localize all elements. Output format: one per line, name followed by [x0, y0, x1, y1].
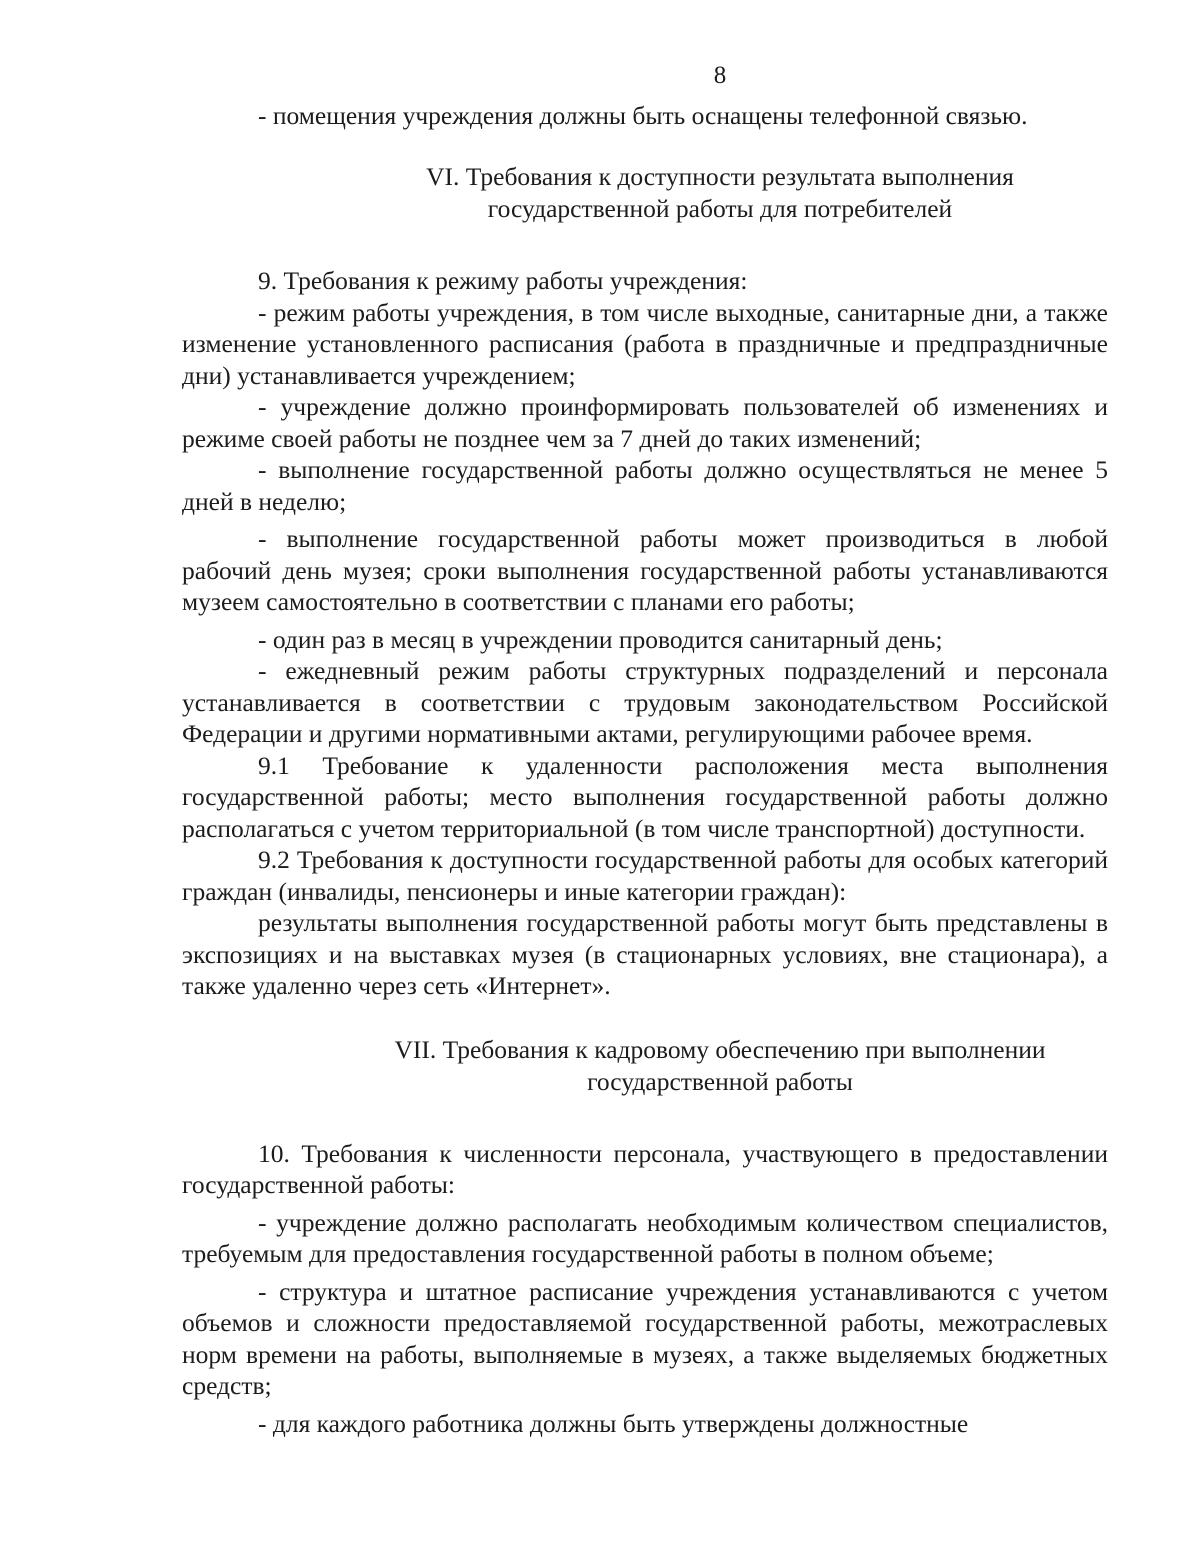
- paragraph: - выполнение государственной работы может производиться в любой рабочий день музея; сроки выполнения государственной работы устанавливаются музеем самостоятельно в соответствии с планами его работы;: [182, 524, 1108, 616]
- paragraph: 10. Требования к численности персонала, участвующего в предоставлении государственной работы:: [182, 1138, 1108, 1199]
- paragraph: - для каждого работника должны быть утверждены должностные: [258, 1408, 969, 1438]
- section-7-title-line2: государственной работы: [587, 1066, 853, 1096]
- paragraph: 9.2 Требования к доступности государственной работы для особых категорий граждан (инвалиды, пенсионеры и иные категории граждан):: [182, 845, 1108, 906]
- section-6-body: [182, 265, 1108, 1002]
- paragraph: - учреждение должно проинформировать пользователей об изменениях и режиме своей работы не позднее чем за 7 дней до таких изменений;: [182, 392, 1108, 453]
- paragraph: результаты выполнения государственной работы могут быть представлены в экспозициях и на выставках музея (в стационарных условиях, вне стационара), а также удаленно через сеть «Интернет».: [182, 908, 1108, 1000]
- paragraph: - учреждение должно располагать необходимым количеством специалистов, требуемым для предоставления государственной работы в полном объеме;: [182, 1207, 1108, 1268]
- page-number: 8: [713, 62, 727, 89]
- paragraph: - ежедневный режим работы структурных подразделений и персонала устанавливается в соответствии с трудовым законодательством Российской Федерации и другими нормативными актами, регулирующими рабочее время.: [182, 656, 1108, 748]
- paragraph: 9.1 Требование к удаленности расположения места выполнения государственной работы; место выполнения государственной работы должно располагаться с учетом территориальной (в том числе транспортной) доступности.: [182, 750, 1108, 843]
- section-6-heading: [182, 161, 1108, 225]
- section-6-title-line1: VI. Требования к доступности результата выполнения: [426, 162, 1014, 191]
- top-line: - помещения учреждения должны быть оснащены телефонной связью.: [258, 100, 1028, 130]
- paragraph: - один раз в месяц в учреждении проводится санитарный день;: [258, 624, 943, 654]
- section-7-title-line1: VII. Требования к кадровому обеспечению при выполнении: [394, 1034, 1046, 1064]
- paragraph: - структура и штатное расписание учреждения устанавливаются с учетом объемов и сложности предоставляемой государственной работы, межотраслевых норм времени на работы, выполняемые в музеях, а также выделяемых бюджетных средств;: [182, 1276, 1108, 1400]
- paragraph: 9. Требования к режиму работы учреждения:: [258, 266, 748, 295]
- section-7-body: [182, 1138, 1108, 1440]
- section-7-heading: [182, 1034, 1108, 1098]
- paragraph: - режим работы учреждения, в том числе выходные, санитарные дни, а также изменение установленного расписания (работа в праздничные и предпраздничные дни) устанавливается учреждением;: [182, 297, 1108, 390]
- paragraph: - выполнение государственной работы должно осуществляться не менее 5 дней в неделю;: [182, 455, 1108, 516]
- section-6-title-line2: государственной работы для потребителей: [487, 194, 953, 223]
